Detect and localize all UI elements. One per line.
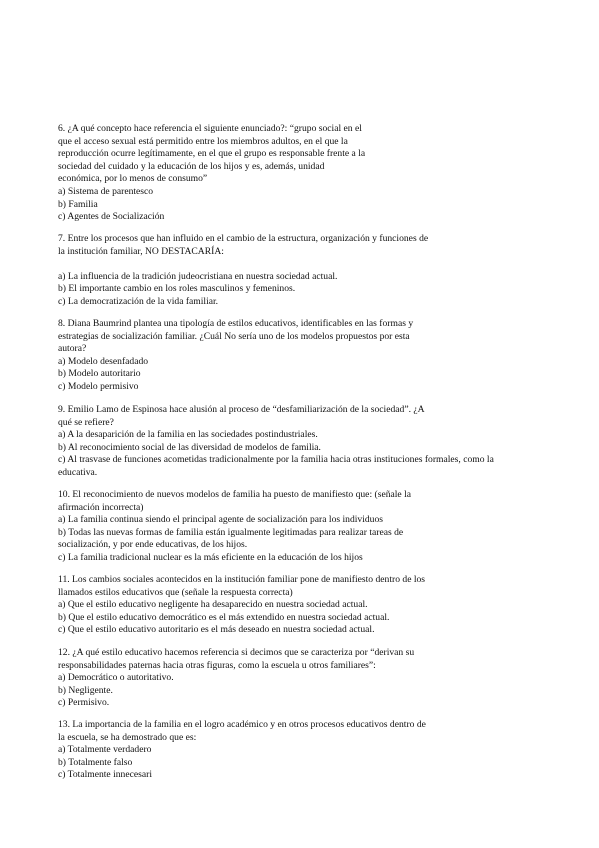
answer-option: b) Familia bbox=[58, 198, 98, 210]
answer-option: a) Modelo desenfadado bbox=[58, 355, 149, 367]
question-13 bbox=[58, 719, 558, 782]
answer-option: c) Permisivo. bbox=[58, 697, 110, 709]
question-text-line: sociedad del cuidado y la educación de los hijos y es, además, unidad bbox=[58, 160, 325, 172]
question-text-line: 12. ¿A qué estilo educativo hacemos referencia si decimos que se caracteriza por “derivan su bbox=[58, 647, 415, 658]
question-text-line: qué se refiere? bbox=[58, 416, 114, 428]
question-11 bbox=[58, 574, 558, 637]
question-text-line: autora? bbox=[58, 343, 87, 355]
answer-option: c) Que el estilo educativo autoritario es el más deseado en nuestra sociedad actual. bbox=[58, 624, 375, 636]
question-text-line: 10. El reconocimiento de nuevos modelos de familia ha puesto de manifiesto que: (señale la bbox=[58, 489, 411, 500]
question-text-line: 9. Emilio Lamo de Espinosa hace alusión al proceso de “desfamiliarización de la sociedad”. ¿A bbox=[58, 404, 425, 415]
question-text-line: llamados estilos educativos que (señale la respuesta correcta) bbox=[58, 586, 293, 598]
answer-option: b) Al reconocimiento social de las diversidad de modelos de familia. bbox=[58, 441, 321, 453]
question-9 bbox=[58, 404, 558, 480]
question-text-line: económica, por lo menos de consumo” bbox=[58, 173, 208, 185]
question-text-line: 7. Entre los procesos que han influido en el cambio de la estructura, organización y funciones de bbox=[58, 233, 429, 244]
answer-option: a) Que el estilo educativo negligente ha desaparecido en nuestra sociedad actual. bbox=[58, 599, 368, 611]
question-text-line: 11. Los cambios sociales acontecidos en la institución familiar pone de manifiesto dentro de los bbox=[58, 574, 426, 585]
question-text-line: que el acceso sexual está permitido entre los miembros adultos, en el que la bbox=[58, 135, 348, 147]
question-text-line: reproducción ocurre legítimamente, en el que el grupo es responsable frente a la bbox=[58, 148, 366, 160]
question-text-line: afirmación incorrecta) bbox=[58, 501, 144, 513]
question-text-line: 8. Diana Baumrind plantea una tipología de estilos educativos, identificables en las formas y bbox=[58, 318, 414, 329]
answer-option: b) El importante cambio en los roles masculinos y femeninos. bbox=[58, 283, 296, 295]
question-10 bbox=[58, 489, 558, 565]
question-text-line: la institución familiar, NO DESTACARÍA: bbox=[58, 245, 224, 257]
answer-option: c) Totalmente innecesari bbox=[58, 769, 152, 781]
answer-option: a) Totalmente verdadero bbox=[58, 744, 152, 756]
answer-option: b) Todas las nuevas formas de familia están igualmente legitimadas para realizar tareas de bbox=[58, 526, 404, 538]
answer-option: socialización, y por ende educativas, de los hijos. bbox=[58, 539, 248, 551]
answer-option: a) La familia continua siendo el principal agente de socialización para los individuos bbox=[58, 514, 384, 526]
answer-option: c) La democratización de la vida familiar. bbox=[58, 295, 219, 307]
question-6 bbox=[58, 123, 558, 224]
answer-option: b) Modelo autoritario bbox=[58, 368, 141, 380]
question-text-line: la escuela, se ha demostrado que es: bbox=[58, 731, 197, 743]
answer-option: a) A la desaparición de la familia en las sociedades postindustriales. bbox=[58, 429, 318, 441]
answer-option: b) Negligente. bbox=[58, 684, 113, 696]
answer-option: b) Que el estilo educativo democrático es el más extendido en nuestra sociedad actual. bbox=[58, 611, 390, 623]
question-text-line: 13. La importancia de la familia en el logro académico y en otros procesos educativos dentro de bbox=[58, 719, 426, 730]
question-8 bbox=[58, 318, 558, 394]
question-text-line: 6. ¿A qué concepto hace referencia el siguiente enunciado?: “grupo social en el bbox=[58, 123, 362, 134]
answer-option: a) La influencia de la tradición judeocristiana en nuestra sociedad actual. bbox=[58, 270, 338, 282]
question-12 bbox=[58, 647, 558, 710]
answer-option: a) Democrático o autoritativo. bbox=[58, 672, 174, 684]
answer-option: educativa. bbox=[58, 466, 98, 478]
answer-option: a) Sistema de parentesco bbox=[58, 185, 154, 197]
answer-option: c) Al trasvase de funciones acometidas tradicionalmente por la familia hacia otras instituciones formales, como la bbox=[58, 454, 494, 466]
answer-option: c) Modelo permisivo bbox=[58, 380, 139, 392]
answer-option: c) La familia tradicional nuclear es la más eficiente en la educación de los hijos bbox=[58, 551, 363, 563]
question-text-line: estrategias de socialización familiar. ¿Cuál No sería uno de los modelos propuestos por esta bbox=[58, 330, 410, 342]
answer-option: b) Totalmente falso bbox=[58, 756, 133, 768]
answer-option: c) Agentes de Socialización bbox=[58, 211, 165, 223]
question-7 bbox=[58, 233, 558, 309]
question-text-line: responsabilidades paternas hacia otras figuras, como la escuela u otros familiares”: bbox=[58, 659, 376, 671]
